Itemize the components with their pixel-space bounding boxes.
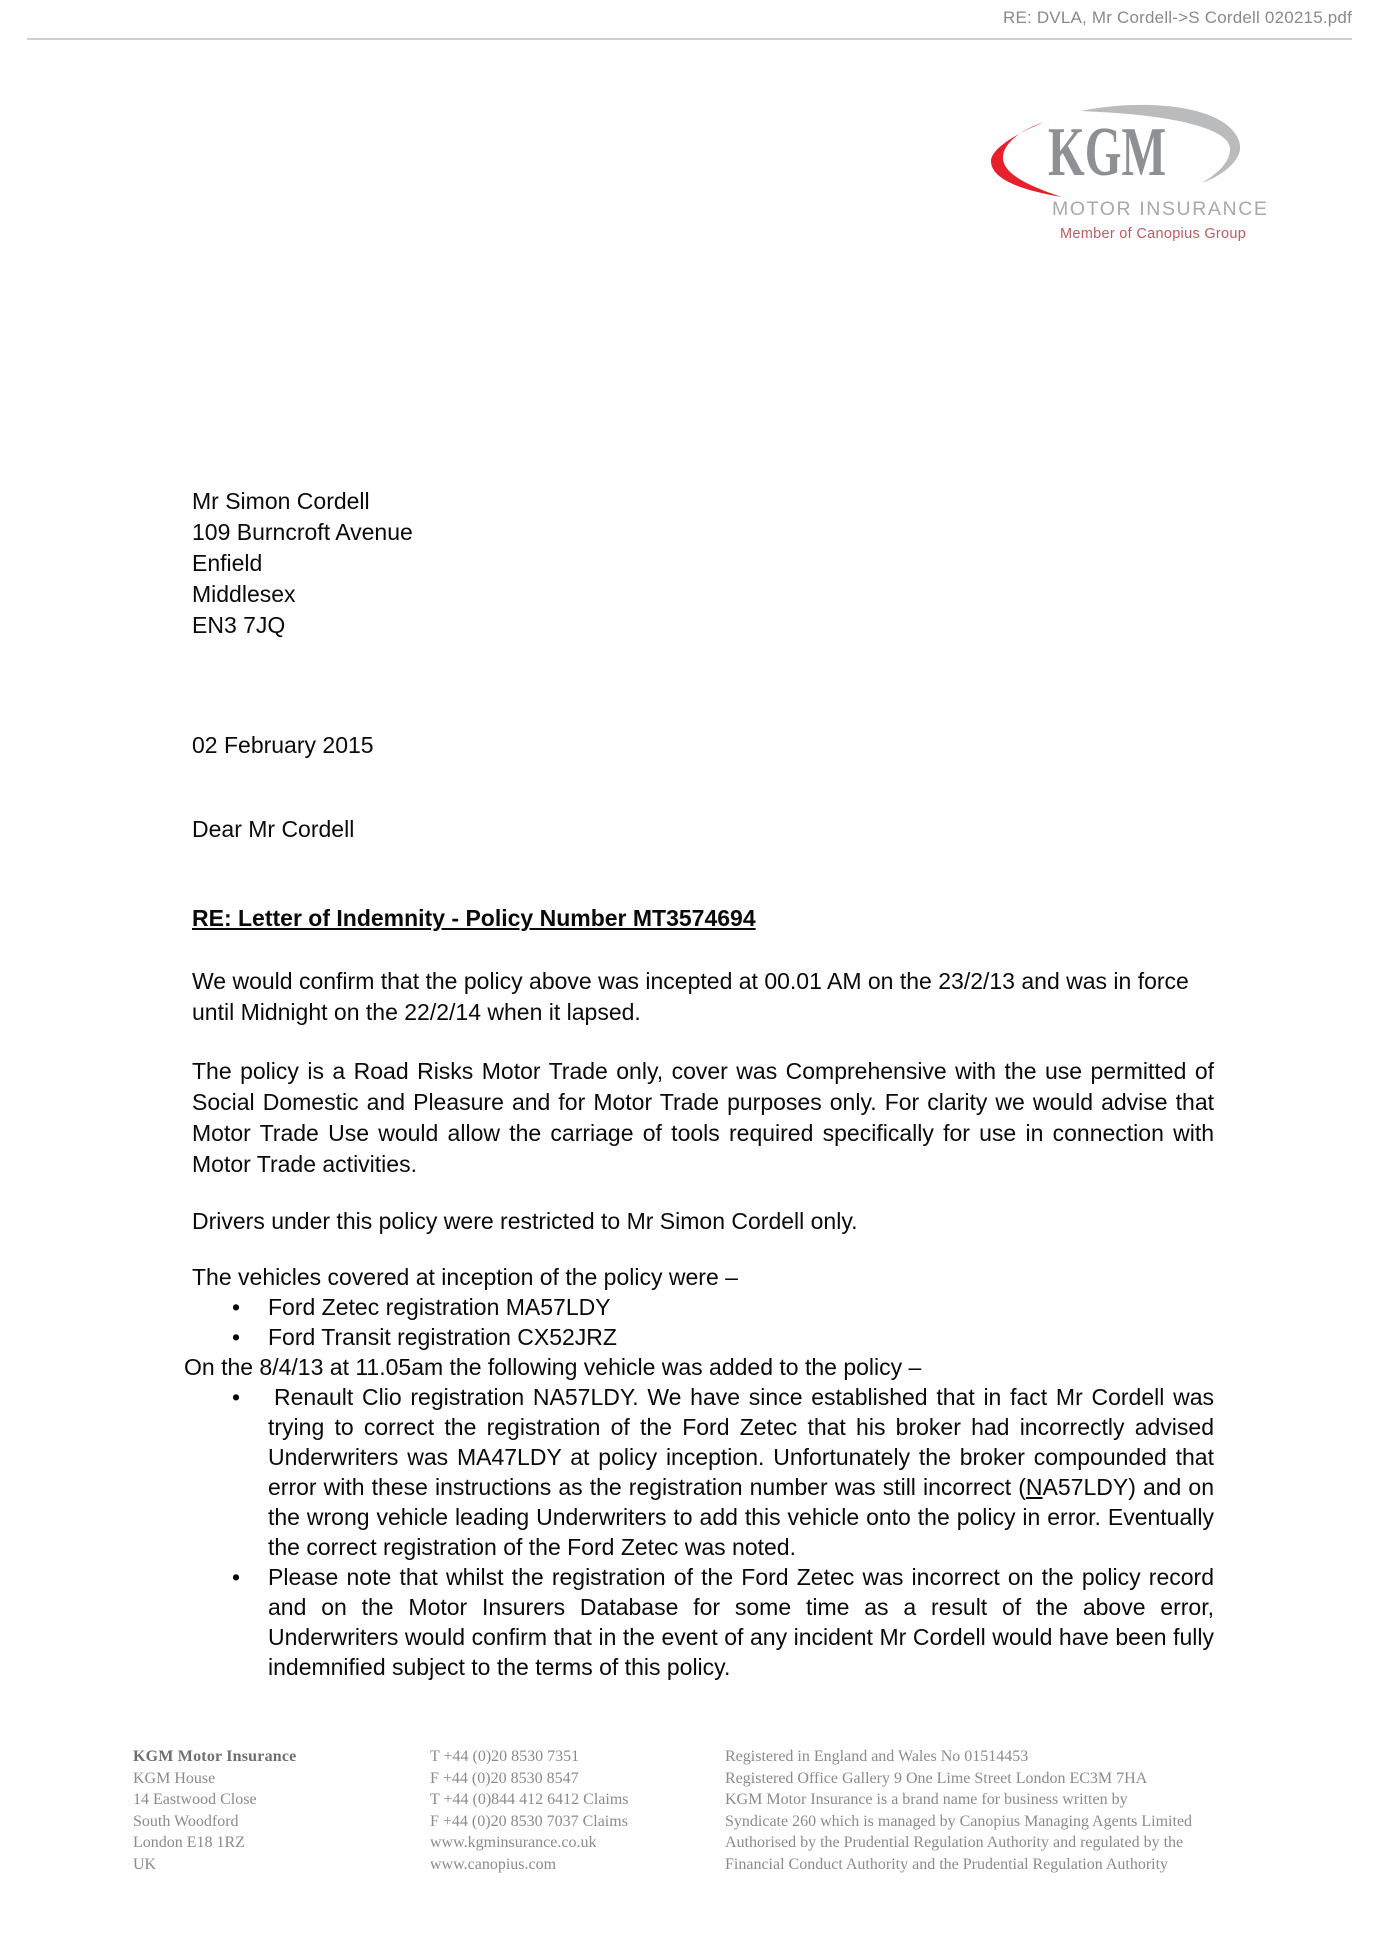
vehicle-bullet-ford-zetec bbox=[192, 1292, 1214, 1322]
bullet-icon: • bbox=[232, 1384, 241, 1410]
recipient-line: Middlesex bbox=[192, 581, 296, 607]
footer-company-line: UK bbox=[133, 1855, 157, 1873]
vehicles-section bbox=[184, 1262, 1214, 1682]
logo-tagline: Member of Canopius Group bbox=[1060, 226, 1247, 242]
footer-company-line: KGM House bbox=[133, 1769, 216, 1787]
footer-legal-line: Registered in England and Wales No 01514453 bbox=[725, 1748, 1029, 1765]
footer-company-line: London E18 1RZ bbox=[133, 1834, 245, 1852]
footer-legal-line: Authorised by the Prudential Regulation Authority and regulated by the bbox=[725, 1834, 1184, 1852]
vehicle-added-line: On the 8/4/13 at 11.05am the following vehicle was added to the policy – bbox=[184, 1354, 922, 1380]
footer-legal-line: Syndicate 260 which is managed by Canopius Managing Agents Limited bbox=[725, 1812, 1193, 1830]
footer-company-name: KGM Motor Insurance bbox=[133, 1748, 297, 1765]
letter-date: 02 February 2015 bbox=[192, 732, 374, 758]
logo-subtitle: MOTOR INSURANCE bbox=[1052, 198, 1269, 220]
vehicle-bullet-text: Renault Clio registration NA57LDY. We have since established that in fact Mr Cordell was trying to correct the registration of the Ford Zetec that his broker had incorrectly advised Underwriters was MA47LDY at policy inception. Unfortunately the broker compounded that error with these instructions as the registration number was still incorrect (NA57LDY) and on the wrong vehicle leading Underwriters to add this vehicle onto the policy in error. Eventually the correct registration of the Ford Zetec was noted. bbox=[268, 1384, 1214, 1560]
kgm-logo bbox=[980, 85, 1270, 255]
footer-contact-line: F +44 (0)20 8530 7037 Claims bbox=[430, 1812, 628, 1830]
paragraph-cover: The policy is a Road Risks Motor Trade only, cover was Comprehensive with the use permitted of Social Domestic and Pleasure and for Motor Trade purposes only. For clarity we would advise that Motor Trade Use would allow the carriage of tools required specifically for use in connection with Motor Trade activities. bbox=[192, 1058, 1214, 1177]
bullet-text: Please note that whilst the registration of the Ford Zetec was incorrect on the policy record and on the Motor Insurers Database for some time as a result of the above error, Underwriters would confirm that in the event of any incident Mr Cordell would have been fully indemnified subject to the terms of this policy. bbox=[268, 1564, 1214, 1680]
footer-website-link: www.kgminsurance.co.uk bbox=[430, 1834, 597, 1852]
footer-contact bbox=[430, 1746, 629, 1876]
footer-contact-line: T +44 (0)844 412 6412 Claims bbox=[430, 1791, 629, 1809]
header-divider bbox=[27, 38, 1352, 40]
recipient-line: Mr Simon Cordell bbox=[192, 488, 370, 514]
footer-company-line: 14 Eastwood Close bbox=[133, 1791, 257, 1809]
subject-line: RE: Letter of Indemnity - Policy Number MT3574694 bbox=[192, 905, 756, 931]
underlined-letter: N bbox=[1025, 1474, 1043, 1500]
recipient-line: EN3 7JQ bbox=[192, 612, 286, 638]
footer-contact-line: F +44 (0)20 8530 8547 bbox=[430, 1769, 579, 1787]
letter-body bbox=[184, 486, 1214, 1682]
bullet-icon: • bbox=[232, 1324, 241, 1350]
kgm-brand-text: KGM bbox=[1048, 114, 1166, 191]
bullet-icon: • bbox=[232, 1564, 241, 1590]
footer-legal-line: Financial Conduct Authority and the Prudential Regulation Authority bbox=[725, 1855, 1169, 1873]
vehicle-bullet-ford-transit bbox=[192, 1322, 1214, 1352]
recipient-line: Enfield bbox=[192, 550, 263, 576]
footer-company-address bbox=[133, 1746, 297, 1876]
recipient-address bbox=[192, 486, 1214, 641]
footer-company-line: South Woodford bbox=[133, 1812, 239, 1830]
paragraph-drivers: Drivers under this policy were restricted to Mr Simon Cordell only. bbox=[192, 1208, 858, 1234]
pdf-filename: RE: DVLA, Mr Cordell->S Cordell 020215.pdf bbox=[1002, 8, 1352, 27]
footer-legal-line: Registered Office Gallery 9 One Lime Street London EC3M 7HA bbox=[725, 1769, 1148, 1787]
footer-website-link: www.canopius.com bbox=[430, 1855, 557, 1873]
vehicle-bullet-text: Ford Transit registration CX52JRZ bbox=[268, 1324, 617, 1350]
kgm-swoosh-icon bbox=[980, 85, 1270, 197]
bullet-icon: • bbox=[232, 1294, 241, 1320]
vehicle-bullet-renault-clio bbox=[192, 1382, 1214, 1562]
footer-legal bbox=[725, 1746, 1192, 1876]
paragraph-inception: We would confirm that the policy above was incepted at 00.01 AM on the 23/2/13 and was in force until Midnight on the 22/2/14 when it lapsed. bbox=[192, 968, 1189, 1025]
vehicle-bullet-text: Ford Zetec registration MA57LDY bbox=[268, 1294, 611, 1320]
salutation: Dear Mr Cordell bbox=[192, 816, 355, 842]
bullet-please-note bbox=[192, 1562, 1214, 1682]
footer-contact-line: T +44 (0)20 8530 7351 bbox=[430, 1748, 580, 1765]
footer-legal-line: KGM Motor Insurance is a brand name for business written by bbox=[725, 1791, 1128, 1809]
vehicles-intro: The vehicles covered at inception of the policy were – bbox=[192, 1264, 738, 1290]
recipient-line: 109 Burncroft Avenue bbox=[192, 519, 413, 545]
